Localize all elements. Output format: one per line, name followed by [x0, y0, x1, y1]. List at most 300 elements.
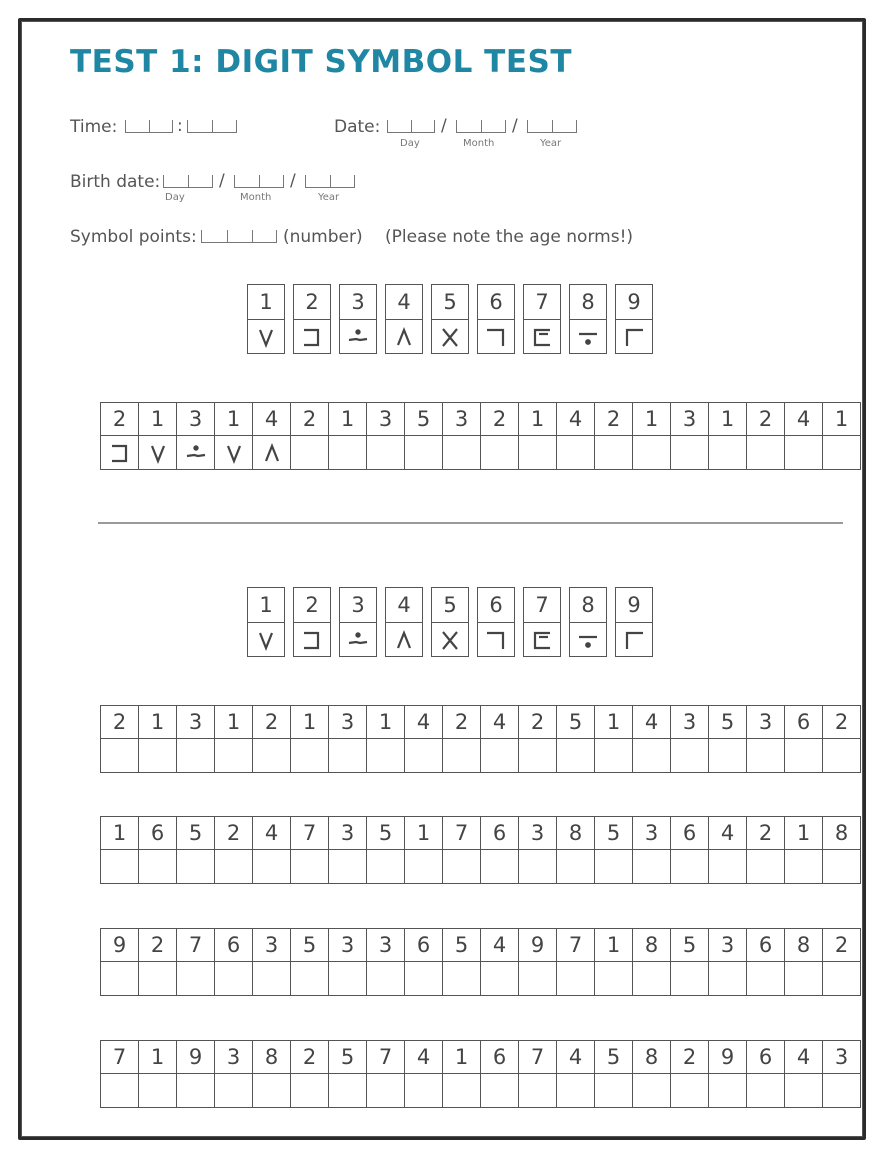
digit-cell: 4 — [633, 706, 671, 739]
digit-cell: 2 — [215, 817, 253, 850]
digit-row — [101, 403, 861, 436]
answer-cell[interactable] — [747, 436, 785, 470]
birth-slash-1: / — [219, 171, 225, 191]
digit-cell: 4 — [405, 706, 443, 739]
digit-cell: 7 — [177, 929, 215, 962]
answer-cell[interactable] — [785, 962, 823, 996]
digit-cell: 6 — [747, 1041, 785, 1074]
digit-cell: 2 — [671, 1041, 709, 1074]
answer-cell[interactable] — [443, 436, 481, 470]
digit-cell: 4 — [557, 1041, 595, 1074]
birth-month-field[interactable] — [234, 175, 284, 188]
key-pair — [385, 587, 423, 657]
key-pair — [477, 284, 515, 354]
answer-cell[interactable] — [557, 739, 595, 773]
digit-cell: 3 — [671, 706, 709, 739]
answer-cell[interactable] — [215, 1074, 253, 1108]
digit-cell: 1 — [785, 817, 823, 850]
key-pair — [431, 284, 469, 354]
digit-cell: 8 — [633, 1041, 671, 1074]
key-pair — [339, 587, 377, 657]
digit-cell: 3 — [747, 706, 785, 739]
digit-cell: 1 — [367, 706, 405, 739]
answer-cell[interactable] — [481, 1074, 519, 1108]
key-pair — [247, 284, 285, 354]
key-pair — [431, 587, 469, 657]
answer-cell[interactable] — [443, 850, 481, 884]
answer-cell[interactable] — [177, 1074, 215, 1108]
key-pair — [615, 284, 653, 354]
key-digit: 3 — [340, 588, 376, 623]
date-day-field[interactable] — [387, 120, 435, 133]
digit-cell: 5 — [291, 929, 329, 962]
answer-cell[interactable] — [785, 850, 823, 884]
symbol-points-unit: (number) — [283, 227, 363, 247]
key-pair — [339, 284, 377, 354]
answer-cell[interactable] — [101, 1074, 139, 1108]
digit-cell: 1 — [101, 817, 139, 850]
answer-cell[interactable] — [405, 850, 443, 884]
key-digit: 8 — [570, 588, 606, 623]
key-symbol — [616, 320, 652, 353]
x-cross-icon — [436, 627, 464, 653]
key-digit: 6 — [478, 588, 514, 623]
key-digit: 1 — [248, 285, 284, 320]
answer-cell[interactable] — [709, 1074, 747, 1108]
corner-top-right-icon — [482, 627, 510, 653]
answer-cell[interactable] — [633, 850, 671, 884]
digit-cell: 4 — [405, 1041, 443, 1074]
key-symbol — [570, 623, 606, 656]
answer-cell[interactable] — [633, 962, 671, 996]
answer-cell[interactable] — [823, 739, 861, 773]
digit-cell: 2 — [519, 706, 557, 739]
answer-cell[interactable] — [595, 436, 633, 470]
answer-cell[interactable] — [329, 739, 367, 773]
date-month-field[interactable] — [456, 120, 506, 133]
digit-cell: 1 — [519, 403, 557, 436]
answer-cell[interactable] — [519, 1074, 557, 1108]
digit-row — [101, 929, 861, 962]
digit-cell: 3 — [709, 929, 747, 962]
key-digit: 6 — [478, 285, 514, 320]
key-symbol — [386, 623, 422, 656]
key-symbol — [478, 623, 514, 656]
date-slash-1: / — [441, 116, 447, 136]
digit-row — [101, 706, 861, 739]
digit-cell: 7 — [443, 817, 481, 850]
key-symbol — [432, 623, 468, 656]
digit-cell: 2 — [443, 706, 481, 739]
key-digit: 1 — [248, 588, 284, 623]
bracket-right-icon — [298, 627, 326, 653]
digit-cell: 1 — [709, 403, 747, 436]
answer-cell[interactable] — [671, 850, 709, 884]
answer-cell[interactable] — [139, 850, 177, 884]
test-grid-3 — [100, 928, 861, 996]
digit-cell: 8 — [557, 817, 595, 850]
time-hours-field[interactable] — [125, 120, 173, 133]
digit-cell: 1 — [215, 706, 253, 739]
key-digit: 2 — [294, 285, 330, 320]
answer-row — [101, 850, 861, 884]
bracket-right-icon — [106, 440, 134, 466]
digit-cell: 3 — [367, 929, 405, 962]
answer-cell[interactable] — [405, 962, 443, 996]
digit-cell: 4 — [481, 929, 519, 962]
digit-cell: 1 — [291, 706, 329, 739]
answer-cell[interactable] — [139, 739, 177, 773]
answer-cell[interactable] — [747, 739, 785, 773]
answer-cell[interactable] — [633, 739, 671, 773]
answer-cell[interactable] — [557, 962, 595, 996]
answer-cell[interactable] — [709, 739, 747, 773]
test-grid-2 — [100, 816, 861, 884]
bracket-right-icon — [298, 324, 326, 350]
key-pair — [523, 284, 561, 354]
digit-cell: 8 — [253, 1041, 291, 1074]
answer-cell[interactable] — [671, 739, 709, 773]
corner-top-left-icon — [620, 627, 648, 653]
answer-cell[interactable] — [557, 850, 595, 884]
answer-cell[interactable] — [101, 850, 139, 884]
answer-cell[interactable] — [253, 850, 291, 884]
answer-cell[interactable] — [253, 1074, 291, 1108]
answer-cell[interactable] — [595, 739, 633, 773]
digit-cell: 2 — [823, 929, 861, 962]
digit-cell: 6 — [215, 929, 253, 962]
key-digit: 7 — [524, 285, 560, 320]
answer-row — [101, 436, 861, 470]
answer-cell[interactable] — [291, 1074, 329, 1108]
c-bracket-icon — [528, 324, 556, 350]
time-label: Time: — [70, 117, 118, 137]
key-symbol — [340, 623, 376, 656]
answer-cell[interactable] — [253, 962, 291, 996]
answer-cell[interactable] — [519, 962, 557, 996]
date-year-caption: Year — [540, 138, 562, 149]
digit-cell: 2 — [747, 817, 785, 850]
answer-cell[interactable] — [367, 962, 405, 996]
digit-cell: 4 — [253, 403, 291, 436]
digit-cell: 3 — [253, 929, 291, 962]
digit-cell: 6 — [747, 929, 785, 962]
v-icon — [220, 440, 248, 466]
answer-cell[interactable] — [177, 436, 215, 470]
birth-month-caption: Month — [240, 192, 272, 203]
answer-cell[interactable] — [709, 436, 747, 470]
answer-cell[interactable] — [519, 739, 557, 773]
digit-cell: 1 — [215, 403, 253, 436]
answer-cell[interactable] — [785, 739, 823, 773]
key-digit: 9 — [616, 588, 652, 623]
answer-cell[interactable] — [557, 436, 595, 470]
digit-cell: 7 — [101, 1041, 139, 1074]
answer-cell[interactable] — [329, 850, 367, 884]
answer-cell[interactable] — [177, 739, 215, 773]
answer-cell[interactable] — [291, 962, 329, 996]
c-bracket-icon — [528, 627, 556, 653]
answer-cell[interactable] — [595, 962, 633, 996]
digit-cell: 3 — [443, 403, 481, 436]
key-symbol — [616, 623, 652, 656]
caret-up-icon — [390, 627, 418, 653]
digit-cell: 2 — [253, 706, 291, 739]
answer-cell[interactable] — [443, 739, 481, 773]
answer-cell[interactable] — [291, 850, 329, 884]
digit-cell: 2 — [291, 1041, 329, 1074]
digit-cell: 5 — [671, 929, 709, 962]
answer-cell[interactable] — [747, 1074, 785, 1108]
digit-cell: 4 — [481, 706, 519, 739]
digit-cell: 2 — [823, 706, 861, 739]
digit-cell: 2 — [101, 403, 139, 436]
answer-cell[interactable] — [291, 436, 329, 470]
division-bar-icon — [574, 324, 602, 350]
answer-cell[interactable] — [747, 850, 785, 884]
answer-cell[interactable] — [367, 739, 405, 773]
answer-cell[interactable] — [443, 962, 481, 996]
key-digit: 5 — [432, 588, 468, 623]
key-digit: 4 — [386, 285, 422, 320]
answer-cell[interactable] — [481, 436, 519, 470]
answer-cell[interactable] — [101, 739, 139, 773]
birth-date-label: Birth date: — [70, 172, 161, 192]
digit-cell: 1 — [595, 929, 633, 962]
answer-cell[interactable] — [405, 1074, 443, 1108]
digit-cell: 3 — [329, 929, 367, 962]
caret-up-icon — [390, 324, 418, 350]
answer-cell[interactable] — [519, 436, 557, 470]
key-pair — [385, 284, 423, 354]
digit-cell: 7 — [367, 1041, 405, 1074]
answer-cell[interactable] — [291, 739, 329, 773]
key-digit: 3 — [340, 285, 376, 320]
key-symbol — [248, 623, 284, 656]
key-digit: 8 — [570, 285, 606, 320]
digit-cell: 9 — [709, 1041, 747, 1074]
digit-symbol-key — [247, 284, 653, 354]
key-symbol — [294, 623, 330, 656]
digit-cell: 1 — [139, 706, 177, 739]
answer-cell[interactable] — [253, 436, 291, 470]
digit-cell: 3 — [367, 403, 405, 436]
section-divider — [98, 522, 843, 524]
birth-year-field[interactable] — [305, 175, 355, 188]
digit-symbol-key-2 — [247, 587, 653, 657]
key-pair — [293, 587, 331, 657]
digit-cell: 1 — [139, 403, 177, 436]
digit-cell: 3 — [519, 817, 557, 850]
date-label: Date: — [334, 117, 381, 137]
answer-cell[interactable] — [709, 962, 747, 996]
dot-over-line-icon — [344, 324, 372, 350]
digit-cell: 1 — [823, 403, 861, 436]
digit-cell: 3 — [671, 403, 709, 436]
digit-cell: 6 — [405, 929, 443, 962]
practice-grid — [100, 402, 861, 470]
caret-up-icon — [258, 440, 286, 466]
time-separator: : — [177, 116, 183, 136]
digit-cell: 2 — [595, 403, 633, 436]
answer-cell[interactable] — [215, 436, 253, 470]
key-pair — [523, 587, 561, 657]
answer-cell[interactable] — [709, 850, 747, 884]
answer-cell[interactable] — [519, 850, 557, 884]
answer-cell[interactable] — [329, 962, 367, 996]
answer-cell[interactable] — [405, 436, 443, 470]
digit-cell: 1 — [329, 403, 367, 436]
key-digit: 4 — [386, 588, 422, 623]
answer-cell[interactable] — [367, 1074, 405, 1108]
digit-cell: 3 — [177, 403, 215, 436]
symbol-points-field[interactable] — [201, 230, 277, 243]
answer-cell[interactable] — [785, 1074, 823, 1108]
digit-cell: 2 — [101, 706, 139, 739]
time-minutes-field[interactable] — [187, 120, 237, 133]
division-bar-icon — [574, 627, 602, 653]
answer-cell[interactable] — [671, 436, 709, 470]
key-pair — [569, 284, 607, 354]
digit-cell: 3 — [329, 706, 367, 739]
digit-cell: 7 — [519, 1041, 557, 1074]
answer-cell[interactable] — [139, 436, 177, 470]
date-day-caption: Day — [400, 138, 420, 149]
digit-cell: 4 — [709, 817, 747, 850]
digit-row — [101, 1041, 861, 1074]
key-symbol — [524, 623, 560, 656]
digit-cell: 5 — [367, 817, 405, 850]
key-symbol — [524, 320, 560, 353]
answer-cell[interactable] — [823, 850, 861, 884]
digit-cell: 5 — [595, 817, 633, 850]
answer-cell[interactable] — [329, 436, 367, 470]
key-digit: 9 — [616, 285, 652, 320]
key-symbol — [294, 320, 330, 353]
answer-cell[interactable] — [823, 962, 861, 996]
digit-cell: 5 — [329, 1041, 367, 1074]
digit-cell: 7 — [557, 929, 595, 962]
answer-cell[interactable] — [443, 1074, 481, 1108]
digit-cell: 1 — [139, 1041, 177, 1074]
symbol-points-label: Symbol points: — [70, 227, 197, 247]
dot-over-line-icon — [182, 440, 210, 466]
digit-cell: 1 — [595, 706, 633, 739]
digit-cell: 6 — [139, 817, 177, 850]
corner-top-right-icon — [482, 324, 510, 350]
key-pair — [569, 587, 607, 657]
answer-row — [101, 739, 861, 773]
answer-cell[interactable] — [823, 436, 861, 470]
answer-cell[interactable] — [785, 436, 823, 470]
digit-cell: 2 — [747, 403, 785, 436]
answer-cell[interactable] — [595, 850, 633, 884]
answer-cell[interactable] — [139, 962, 177, 996]
digit-cell: 2 — [481, 403, 519, 436]
answer-row — [101, 1074, 861, 1108]
answer-cell[interactable] — [747, 962, 785, 996]
answer-cell[interactable] — [481, 962, 519, 996]
birth-day-field[interactable] — [163, 175, 213, 188]
digit-cell: 4 — [253, 817, 291, 850]
age-norms-note: (Please note the age norms!) — [385, 227, 634, 247]
answer-cell[interactable] — [481, 850, 519, 884]
answer-cell[interactable] — [215, 850, 253, 884]
answer-cell[interactable] — [101, 436, 139, 470]
key-symbol — [478, 320, 514, 353]
digit-cell: 4 — [785, 403, 823, 436]
answer-cell[interactable] — [633, 1074, 671, 1108]
digit-cell: 3 — [633, 817, 671, 850]
dot-over-line-icon — [344, 627, 372, 653]
key-pair — [247, 587, 285, 657]
answer-cell[interactable] — [405, 739, 443, 773]
answer-cell[interactable] — [177, 962, 215, 996]
digit-cell: 5 — [177, 817, 215, 850]
digit-cell: 5 — [405, 403, 443, 436]
date-slash-2: / — [512, 116, 518, 136]
birth-year-caption: Year — [318, 192, 340, 203]
digit-cell: 8 — [785, 929, 823, 962]
digit-cell: 8 — [633, 929, 671, 962]
answer-row — [101, 962, 861, 996]
digit-cell: 1 — [405, 817, 443, 850]
answer-cell[interactable] — [595, 1074, 633, 1108]
date-month-caption: Month — [463, 138, 495, 149]
key-symbol — [432, 320, 468, 353]
birth-slash-2: / — [290, 171, 296, 191]
date-year-field[interactable] — [527, 120, 577, 133]
answer-cell[interactable] — [633, 436, 671, 470]
digit-cell: 6 — [481, 1041, 519, 1074]
answer-cell[interactable] — [139, 1074, 177, 1108]
key-pair — [615, 587, 653, 657]
digit-cell: 2 — [291, 403, 329, 436]
digit-cell: 6 — [671, 817, 709, 850]
key-digit: 2 — [294, 588, 330, 623]
digit-cell: 5 — [709, 706, 747, 739]
digit-cell: 5 — [443, 929, 481, 962]
digit-row — [101, 817, 861, 850]
digit-cell: 5 — [595, 1041, 633, 1074]
key-symbol — [248, 320, 284, 353]
digit-cell: 5 — [557, 706, 595, 739]
birth-day-caption: Day — [165, 192, 185, 203]
answer-cell[interactable] — [215, 739, 253, 773]
answer-cell[interactable] — [101, 962, 139, 996]
answer-cell[interactable] — [671, 1074, 709, 1108]
corner-top-left-icon — [620, 324, 648, 350]
digit-cell: 7 — [291, 817, 329, 850]
test-grid-1 — [100, 705, 861, 773]
answer-cell[interactable] — [253, 739, 291, 773]
digit-cell: 6 — [481, 817, 519, 850]
answer-cell[interactable] — [557, 1074, 595, 1108]
digit-cell: 9 — [519, 929, 557, 962]
key-symbol — [570, 320, 606, 353]
answer-cell[interactable] — [367, 850, 405, 884]
test-grid-4 — [100, 1040, 861, 1108]
key-digit: 7 — [524, 588, 560, 623]
answer-cell[interactable] — [177, 850, 215, 884]
v-icon — [252, 324, 280, 350]
answer-cell[interactable] — [367, 436, 405, 470]
answer-cell[interactable] — [215, 962, 253, 996]
answer-cell[interactable] — [823, 1074, 861, 1108]
answer-cell[interactable] — [481, 739, 519, 773]
answer-cell[interactable] — [671, 962, 709, 996]
answer-cell[interactable] — [329, 1074, 367, 1108]
